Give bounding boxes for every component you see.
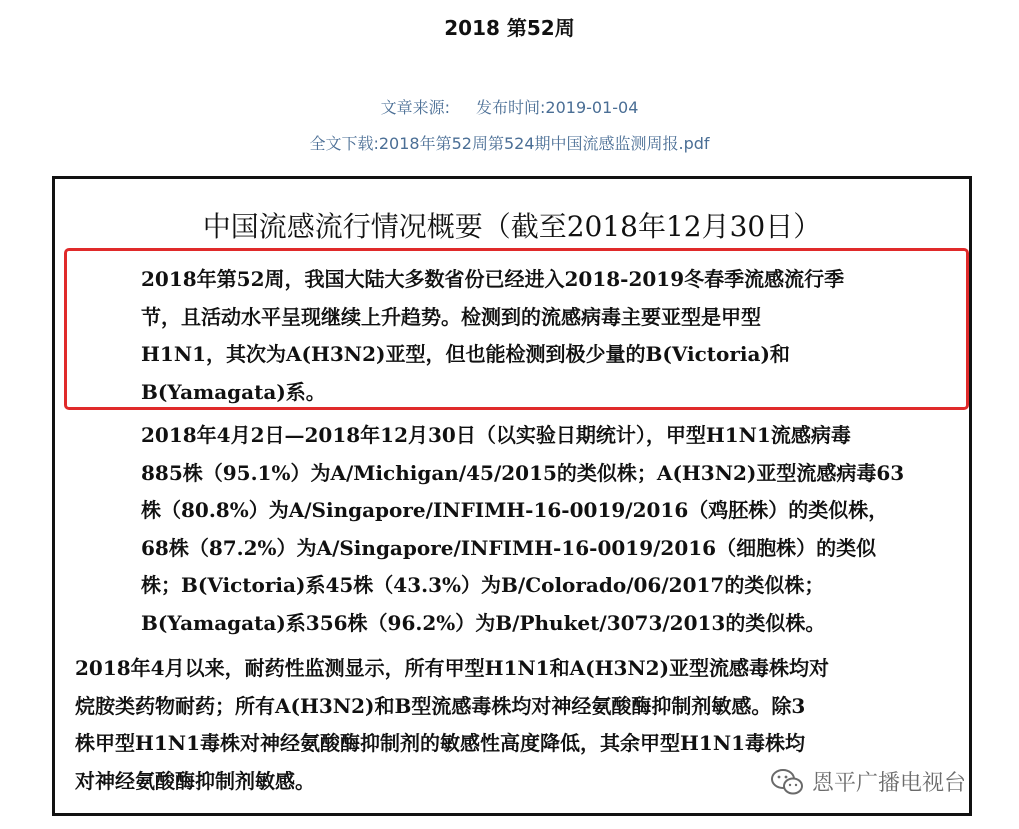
download-label: 全文下载:: [309, 134, 379, 153]
paragraph-strains: [141, 417, 961, 642]
wechat-icon: [770, 767, 804, 797]
download-line: [0, 131, 1019, 154]
paragraph-line: 烷胺类药物耐药；所有A(H3N2)和B型流感毒株均对神经氨酸酶抑制剂敏感。除3: [75, 693, 806, 718]
paragraph-line: B(Yamagata)系356株（96.2%）为B/Phuket/3073/2013的类似株。: [141, 610, 826, 635]
paragraph-line: 节，且活动水平呈现继续上升趋势。检测到的流感病毒主要亚型是甲型: [141, 304, 761, 329]
publish-label: 发布时间:: [476, 98, 546, 117]
watermark: [770, 766, 966, 797]
source-label: 文章来源:: [380, 98, 450, 117]
paragraph-line: 885株（95.1%）为A/Michigan/45/2015的类似株；A(H3N2)亚型流感病毒63: [141, 460, 905, 485]
paragraph-line: H1N1，其次为A(H3N2)亚型，但也能检测到极少量的B(Victoria)和: [141, 342, 790, 366]
publish-date: 2019-01-04: [545, 98, 639, 117]
paragraph-line: 68株（87.2%）为A/Singapore/INFIMH-16-0019/2016（细胞株）的类似: [141, 535, 877, 560]
highlight-box: [64, 248, 969, 410]
paragraph-line: 株（80.8%）为A/Singapore/INFIMH-16-0019/2016（鸡胚株）的类似株，: [141, 498, 889, 522]
watermark-text: 恩平广播电视台: [812, 771, 967, 796]
document-title: 中国流感流行情况概要（截至2018年12月30日）: [202, 210, 822, 243]
paragraph-line: 对神经氨酸酶抑制剂敏感。: [75, 768, 315, 793]
download-file-link[interactable]: 2018年第52周第524期中国流感监测周报.pdf: [378, 134, 710, 153]
paragraph-line: 2018年4月2日—2018年12月30日（以实验日期统计），甲型H1N1流感病毒: [141, 423, 851, 447]
paragraph-line: 株甲型H1N1毒株对神经氨酸酶抑制剂的敏感性高度降低，其余甲型H1N1毒株均: [75, 731, 806, 755]
paragraph-line: 株；B(Victoria)系45株（43.3%）为B/Colorado/06/2017的类似株；: [141, 573, 825, 597]
article-meta: [0, 95, 1019, 118]
page-title: 2018 第52周: [444, 16, 575, 40]
paragraph-line: 2018年第52周，我国大陆大多数省份已经进入2018-2019冬春季流感流行季: [141, 267, 845, 291]
paragraph-line: B(Yamagata)系。: [141, 379, 326, 404]
paragraph-line: 2018年4月以来，耐药性监测显示，所有甲型H1N1和A(H3N2)亚型流感毒株均对: [75, 656, 830, 680]
